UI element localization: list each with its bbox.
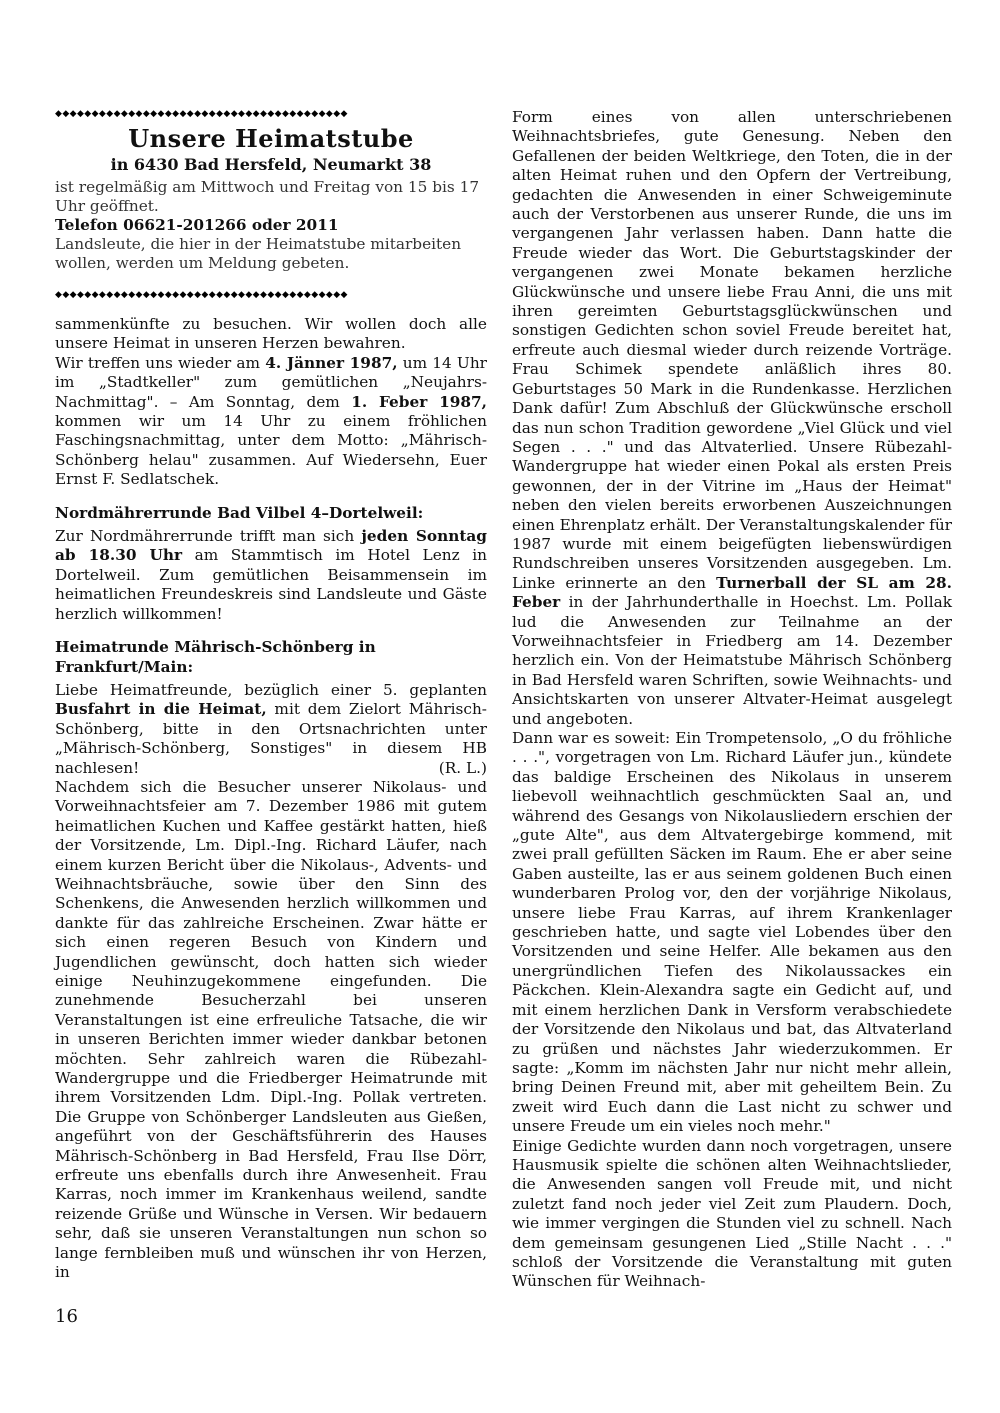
heimatstube-box — [55, 108, 487, 301]
text-run: Liebe Heimatfreunde, bezüglich einer 5. geplanten — [55, 680, 487, 699]
box-subtitle: in 6430 Bad Hersfeld, Neumarkt 38 — [110, 155, 432, 174]
heading-heimatrunde: Heimatrunde Mährisch-Schönberg in Frankfurt/Main: — [55, 638, 376, 676]
text-run: kommen wir um 14 Uhr zu einem fröhlichen Faschingsnachmittag, unter dem Motto: „Mährisch-Schönberg helau" zusammen. Auf Wiedersehn, Euer Ernst F. Sedlatschek. — [55, 412, 487, 489]
box-title: Unsere Heimatstube — [128, 124, 414, 153]
busfahrt-bold: Busfahrt in die Heimat, — [55, 700, 267, 719]
text-run: Wir treffen uns wieder am — [55, 353, 266, 372]
left-column — [55, 108, 487, 1283]
date-bold: 4. Jänner 1987, — [265, 353, 398, 372]
paragraph-nordmaehrerrunde — [55, 527, 487, 624]
right-column — [512, 108, 952, 1292]
date-bold: 1. Feber 1987, — [351, 392, 488, 411]
paragraph-nikolaus: Dann war es soweit: Ein Trompetensolo, „O du fröhliche . . .", vorgetragen von Lm. Richard Läufer jun., kündete das baldige Erscheinen des Nikolaus in unserem liebevoll weihnachtlich geschmückten Saal an, und während des Gesangs von Nikolausliedern erschien der „gute Alte", aus dem Altvatergebirge kommend, mit zwei prall gefüllten Säcken im Raum. Ehe er aber seine Gaben austeilte, las er aus seinem goldenen Buch einen wunderbaren Prolog vor, den der vorjährige Nikolaus, unsere liebe Frau Karras, auf ihrem Krankenlager geschrieben hatte, und sagte viel Lobendes über den Vorsitzenden und seine Helfer. Alle bekamen aus den unergründlichen Tiefen des Nikolaussackes ein Päckchen. Klein-Alexandra sagte ein Gedicht auf, und mit einem herzlichen Dank in Versform verabschiedete der Vorsitzende den Nikolaus und bat, das Altvaterland zu grüßen und nächstes Jahr wiederzukommen. Er sagte: „Komm im nächsten Jahr nur nicht mehr allein, bring Deinen Freund mit, aber mit geheiltem Bein. Zu zweit wird Euch dann die Last nicht zu schwer und unsere Freude um ein vieles noch mehr." — [512, 729, 952, 1136]
paragraph-busfahrt — [55, 681, 487, 778]
text-run: in der Jahrhunderthalle in Hoechst. Lm. Pollak lud die Anwesenden zur Teilnahme an der Vorweihnachtsfeier in Friedberg am 14. Dezember herzlich ein. Von der Heimatstube Mährisch Schönberg in Bad Hersfeld waren Schriften, sowie Weihnachts- und Ansichtskarten von unserer Altvater-Heimat ausgelegt und angeboten. — [512, 593, 952, 728]
text-run: Form eines von allen unterschriebenen Weihnachtsbriefes, gute Genesung. Neben den Gefallenen der beiden Weltkriege, den Toten, die in der alten Heimat ruhen und den Opfern der Vertreibung, gedachten die Anwesenden in einer Schweigeminute auch der Verstorbenen aus unserer Runde, die uns im vergangenen Jahr verlassen haben. Dann hatte die Freude wieder das Wort. Die Geburtstagskinder der vergangenen zwei Monate bekamen herzliche Glückwünsche und unsere liebe Frau Anni, die uns mit ihren gereimten Geburtstagsglückwünschen und sonstigen Gedichten schon soviel Freude bereitet hat, erfreute auch diesmal wieder durch reizende Vorträge. Frau Schimek spendete anläßlich ihres 80. Geburtstages 50 Mark in die Rundenkasse. Herzlichen Dank dafür! Zum Abschluß der Glückwünsche erscholl das nun schon Tradition gewordene „Viel Glück und viel Segen . . ." und das Altvaterlied. Unsere Rübezahl-Wandergruppe hat wieder einen Pokal als ersten Preis gewonnen, der in der Vitrine im „Haus der Heimat" neben den vielen bereits erworbenen Auszeichnungen einen Ehrenplatz erhält. Der Veranstaltungskalender für 1987 wurde mit einem beigefügten liebenswürdigen Rundschreiben unseres Vorsitzenden ausgegeben. Lm. Linke erinnerte an den — [512, 108, 952, 592]
paragraph-continuation: sammenkünfte zu besuchen. Wir wollen doch alle unsere Heimat in unseren Herzen bewahren. — [55, 315, 487, 353]
time-bold: jeden Sonntag ab 18.30 Uhr — [55, 527, 487, 565]
paragraph-dates — [55, 354, 487, 490]
paragraph-nikolausfeier: Nachdem sich die Besucher unserer Nikolaus- und Vorweihnachtsfeier am 7. Dezember 1986 mit gutem heimatlichen Kuchen und Kaffee gestärkt hatten, hieß der Vorsitzende, Lm. Dipl.-Ing. Richard Läufer, nach einem kurzen Bericht über die Nikolaus-, Advents- und Weihnachtsbräuche, sowie über den Sinn des Schenkens, die Anwesenden herzlich willkommen und dankte für das zahlreiche Erscheinen. Zwar hätte er sich einen regeren Besuch von Kindern und Jugendlichen gewünscht, doch hatten sich wieder einige Neuhinzugekommene eingefunden. Die zunehmende Besucherzahl bei unseren Veranstaltungen ist eine erfreuliche Tatsache, die wir in unseren Berichten immer wieder dankbar betonen möchten. Sehr zahlreich waren die Rübezahl-Wandergruppe und die Friedberger Heimatrunde mit ihrem Vorsitzenden Ldm. Dipl.-Ing. Pollak vertreten. Die Gruppe von Schönberger Landsleuten aus Gießen, angeführt von der Geschäftsführerin des Hauses Mährisch-Schönberg in Bad Hersfeld, Frau Ilse Dörr, erfreute uns ebenfalls durch ihre Anwesenheit. Frau Karras, noch immer im Krankenhaus weilend, sandte reizende Grüße und Wünsche in Versen. Wir bedauern sehr, daß sie unseren Veranstaltungen nun schon so lange fernbleiben muß und wünschen ihr von Herzen, in — [55, 777, 487, 1282]
heading-nordmaehrerrunde: Nordmährerrunde Bad Vilbel 4–Dortelweil: — [55, 503, 424, 522]
page-number: 16 — [55, 1306, 78, 1327]
box-hours: ist regelmäßig am Mittwoch und Freitag von 15 bis 17 Uhr geöffnet. — [55, 178, 480, 215]
box-phone: Telefon 06621-201266 oder 2011 — [55, 216, 339, 234]
paragraph-abschluss: Einige Gedichte wurden dann noch vorgetragen, unsere Hausmusik spielte die schönen alten Weihnachtslieder, die Anwesenden sangen voll Freude mit, und nicht zuletzt fand noch jeder viel Zeit zum Plaudern. Doch, wie immer vergingen die Stunden viel zu schnell. Nach dem gemeinsam gesungenen Lied „Stille Nacht . . ." schloß der Vorsitzende die Veranstaltung mit guten Wünschen für Weihnach- — [512, 1136, 952, 1291]
text-run: Zur Nordmährerrunde trifft man sich — [55, 527, 362, 546]
text-run: am Stammtisch im Hotel Lenz in Dortelweil. Zum gemütlichen Beisammensein im heimatlichen Freundeskreis sind Landsleute und Gäste herzlich willkommen! — [55, 546, 487, 623]
author-initials: (R. L.) — [438, 758, 487, 777]
turnerball-bold: Turnerball der SL am 28. Feber — [512, 573, 953, 612]
text-run: um 14 Uhr im „Stadtkeller" zum gemütlichen „Neujahrs-Nachmittag". – Am Sonntag, dem — [55, 353, 487, 411]
box-invite: Landsleute, die hier in der Heimatstube mitarbeiten wollen, werden um Meldung gebeten. — [55, 235, 462, 272]
text-run: mit dem Zielort Mährisch-Schönberg, bitte in den Ortsnachrichten unter „Mährisch-Schönberg, Sonstiges" in diesem HB nachlesen! — [55, 700, 487, 777]
diamond-border-bottom: ◆◆◆◆◆◆◆◆◆◆◆◆◆◆◆◆◆◆◆◆◆◆◆◆◆◆◆◆◆◆◆◆◆◆◆◆◆◆◆◆ — [55, 290, 348, 300]
diamond-border-top: ◆◆◆◆◆◆◆◆◆◆◆◆◆◆◆◆◆◆◆◆◆◆◆◆◆◆◆◆◆◆◆◆◆◆◆◆◆◆◆◆ — [55, 109, 348, 119]
paragraph-weihnachtsbrief — [512, 108, 952, 729]
